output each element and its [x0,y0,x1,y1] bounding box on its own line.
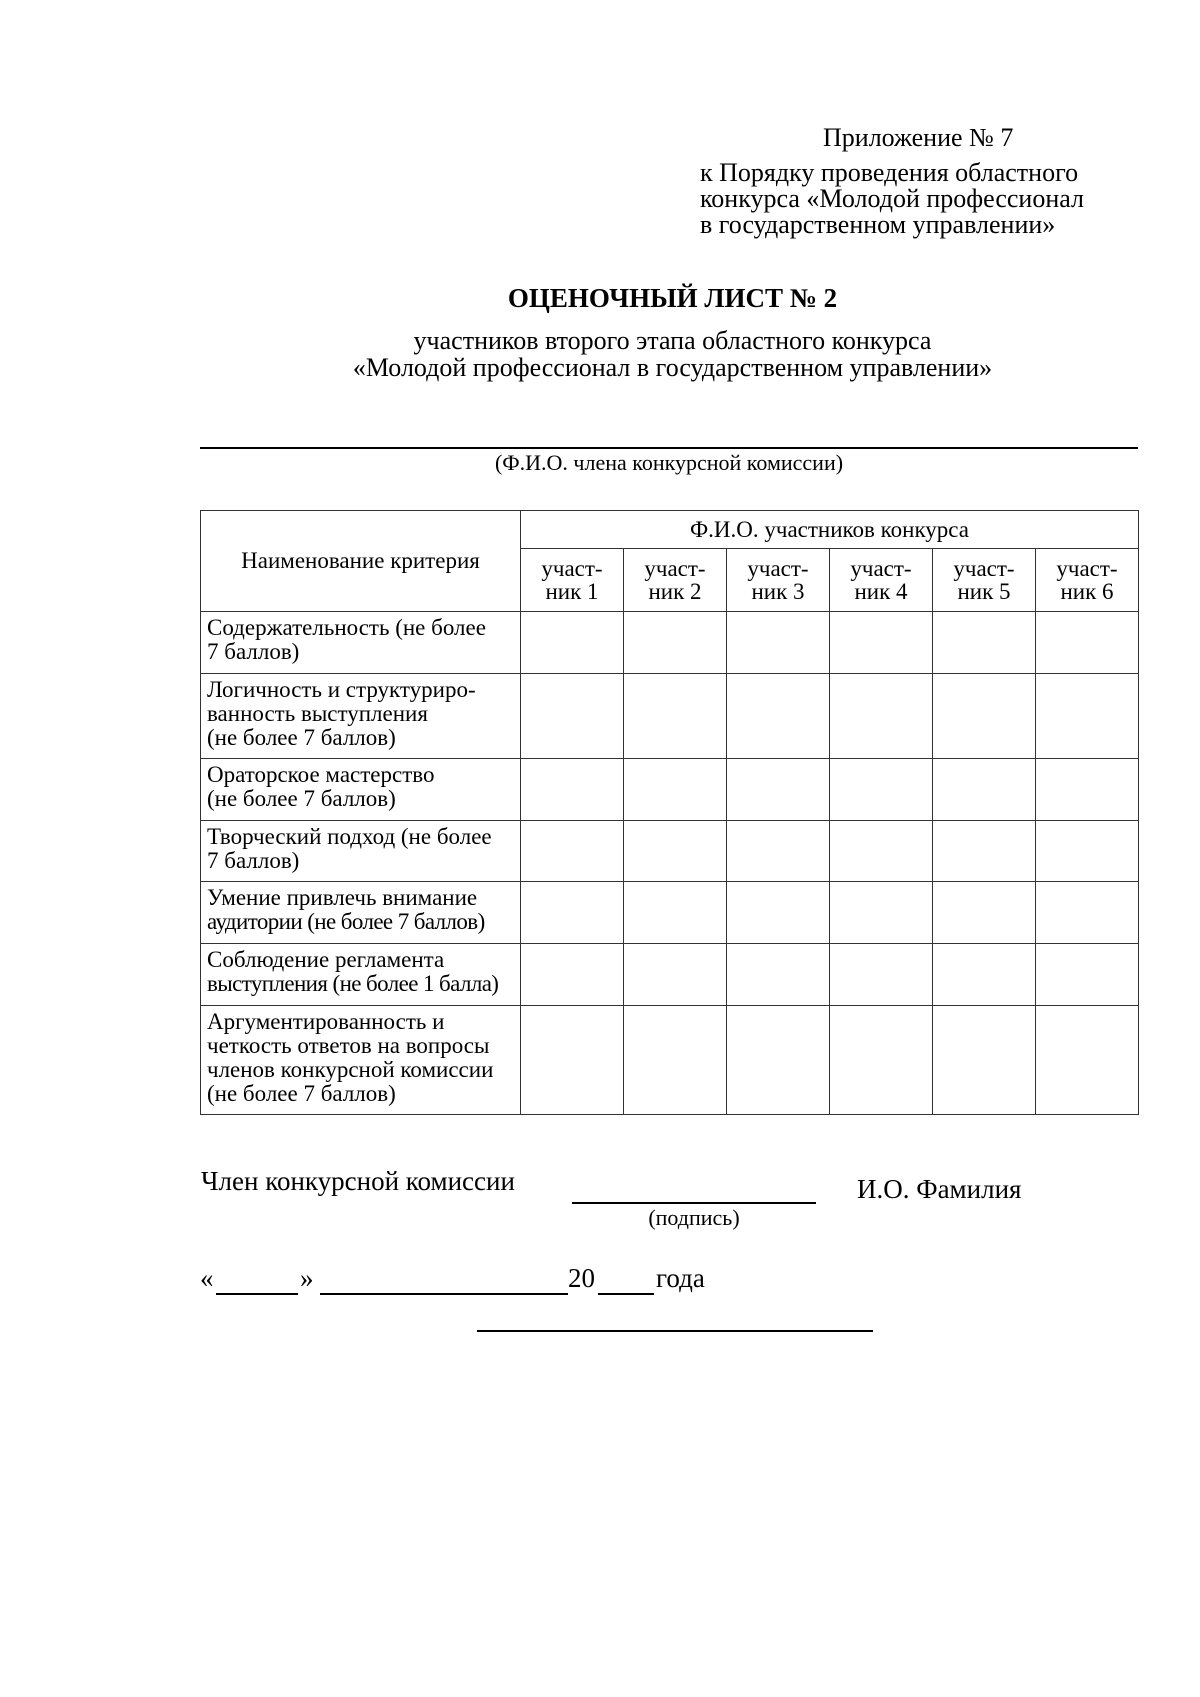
table-row [201,674,1139,759]
score-cell[interactable] [830,882,933,944]
score-cell[interactable] [1036,882,1139,944]
score-cell[interactable] [521,944,624,1006]
score-cell[interactable] [727,821,830,882]
score-cell[interactable] [830,821,933,882]
score-cell[interactable] [521,821,624,882]
appendix-reference [700,160,1084,238]
document-title: ОЦЕНОЧНЫЙ ЛИСТ № 2 [507,283,838,313]
date-day-line[interactable] [216,1293,298,1295]
appendix-line: конкурса «Молодой профессионал [700,184,1084,213]
commission-member-caption: (Ф.И.О. члена конкурсной комиссии) [494,450,844,475]
criterion-cell: Логичность и структуриро- ванность выступления (не более 7 баллов) [201,674,521,759]
criterion-cell: Аргументированность и четкость ответов на вопросы членов конкурсной комиссии (не более 7 баллов) [201,1006,521,1115]
score-cell[interactable] [933,612,1036,674]
score-cell[interactable] [830,1006,933,1115]
score-cell[interactable] [624,882,727,944]
criterion-cell: Ораторское мастерство (не более 7 баллов) [201,759,521,821]
date-open-quote: « [200,1263,214,1293]
score-cell[interactable] [624,759,727,821]
table-row [201,821,1139,882]
document-subtitle [0,327,1200,381]
subtitle-line: «Молодой профессионал в государственном управлении» [352,353,993,382]
score-cell[interactable] [1036,612,1139,674]
date-century: 20 [568,1263,595,1293]
appendix-line: к Порядку проведения областного [700,158,1079,187]
table-row [201,944,1139,1006]
score-cell[interactable] [830,944,933,1006]
table-row [201,612,1139,674]
score-cell[interactable] [521,1006,624,1115]
participant-header: участ- ник 1 [521,549,624,612]
bottom-blank-line[interactable] [477,1330,873,1332]
score-cell[interactable] [521,612,624,674]
table-row [201,759,1139,821]
name-placeholder: И.О. Фамилия [857,1174,1022,1204]
subtitle-line: участников второго этапа областного конкурса [413,326,932,355]
score-cell[interactable] [830,612,933,674]
score-cell[interactable] [521,674,624,759]
date-month-line[interactable] [320,1293,568,1295]
criterion-header: Наименование критерия [201,511,521,612]
score-cell[interactable] [727,1006,830,1115]
score-cell[interactable] [933,674,1036,759]
participant-header: участ- ник 4 [830,549,933,612]
score-cell[interactable] [727,759,830,821]
participant-header: участ- ник 6 [1036,549,1139,612]
commission-member-name-line[interactable] [200,447,1138,449]
score-cell[interactable] [624,944,727,1006]
criterion-cell: Соблюдение регламента выступления (не более 1 балла) [201,944,521,1006]
score-cell[interactable] [521,882,624,944]
score-cell[interactable] [521,759,624,821]
participant-header: участ- ник 2 [624,549,727,612]
score-cell[interactable] [1036,759,1139,821]
date-year-line[interactable] [598,1293,654,1295]
score-cell[interactable] [830,759,933,821]
appendix-line: в государственном управлении» [700,210,1056,239]
date-close-quote: » [300,1263,314,1293]
score-cell[interactable] [624,821,727,882]
signature-line[interactable] [572,1202,816,1204]
score-cell[interactable] [624,612,727,674]
criterion-cell: Творческий подход (не более 7 баллов) [201,821,521,882]
score-cell[interactable] [624,1006,727,1115]
member-label: Член конкурсной комиссии [201,1166,515,1196]
signature-caption: (подпись) [648,1205,740,1230]
score-cell[interactable] [1036,944,1139,1006]
score-cell[interactable] [1036,674,1139,759]
evaluation-table [200,510,1139,1115]
score-cell[interactable] [1036,1006,1139,1115]
participant-header: участ- ник 3 [727,549,830,612]
criterion-cell: Умение привлечь внимание аудитории (не более 7 баллов) [201,882,521,944]
criterion-cell: Содержательность (не более 7 баллов) [201,612,521,674]
score-cell[interactable] [727,944,830,1006]
participant-header: участ- ник 5 [933,549,1036,612]
score-cell[interactable] [933,821,1036,882]
score-cell[interactable] [933,1006,1036,1115]
appendix-title: Приложение № 7 [823,123,1014,152]
score-cell[interactable] [727,882,830,944]
score-cell[interactable] [830,674,933,759]
score-cell[interactable] [933,944,1036,1006]
participants-header: Ф.И.О. участников конкурса [521,511,1139,549]
score-cell[interactable] [624,674,727,759]
score-cell[interactable] [727,612,830,674]
table-row [201,1006,1139,1115]
score-cell[interactable] [727,674,830,759]
date-year-word: года [656,1263,705,1293]
score-cell[interactable] [933,882,1036,944]
table-row [201,882,1139,944]
score-cell[interactable] [1036,821,1139,882]
score-cell[interactable] [933,759,1036,821]
